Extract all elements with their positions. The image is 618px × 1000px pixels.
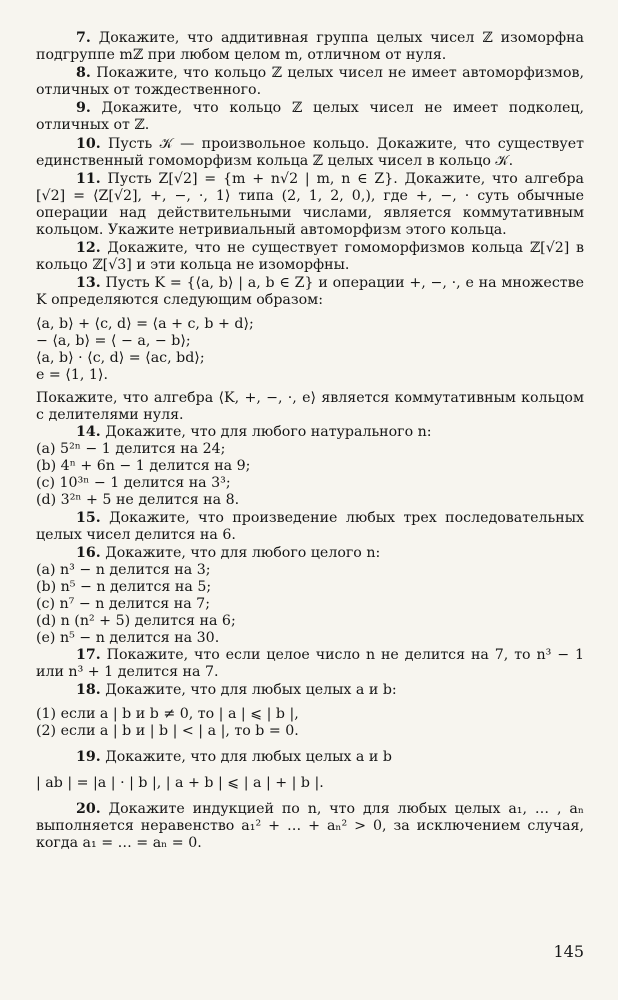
problem-9 [36,100,584,134]
problem-12 [36,240,584,274]
problem-19 [36,749,584,766]
problem-number: 12. [76,240,101,257]
problem-number: 9. [76,100,91,117]
problem-text: Докажите, что для любых целых a и b: [105,682,397,699]
problem-8 [36,65,584,99]
list-item: (d) 3²ⁿ + 5 не делится на 8. [36,492,240,509]
list-item: (a) 5²ⁿ − 1 делится на 24; [36,441,226,458]
problem-13 [36,275,584,309]
problem-text: Покажите, что если целое число n не делится на 7, то n³ − 1 или n³ + 1 делится на 7. [36,647,585,681]
problem-16 [36,545,584,562]
problem-15 [36,510,584,544]
problem-text: Пусть Z[√2] = {m + n√2 | m, n ∈ Z}. Докажите, что алгебра [√2] = ⟨Z[√2], +, −, ·, 1⟩ типа (2, 1, 2, 0,), где +, −, · суть обычные операции над действительными числами, является коммутативным кольцом. Укажите нетривиальный автоморфизм этого кольца. [36,170,584,239]
list-item: (c) n⁷ − n делится на 7; [36,596,210,612]
list-item: (2) если a | b и | b | < | a |, то b = 0. [36,722,299,739]
problem-17 [36,647,584,681]
problem-number: 15. [76,509,101,526]
problem-number: 7. [76,30,91,46]
problem-number: 13. [76,275,101,292]
list-item: (c) 10³ⁿ − 1 делится на 3³; [36,475,231,492]
problem-number: 17. [76,647,101,664]
problem-number: 10. [76,135,101,152]
problem-text: Докажите, что для любых целых a и b [105,748,392,765]
problem-13-formulas [36,316,584,384]
list-item: (d) n (n² + 5) делится на 6; [36,613,236,630]
problem-text: Докажите, что кольцо ℤ целых чисел не имеет подколец, отличных от ℤ. [36,100,584,134]
list-item: (e) n⁵ − n делится на 30. [36,630,220,647]
problem-18 [36,682,584,699]
list-item: (b) n⁵ − n делится на 5; [36,578,212,595]
problem-text: Докажите, что произведение любых трех последовательных целых чисел делится на 6. [36,509,584,543]
problem-number: 8. [76,65,91,82]
problem-7 [36,30,584,64]
problem-number: 16. [76,544,101,561]
formula-line: ⟨a, b⟩ · ⟨c, d⟩ = ⟨ac, bd⟩; [36,349,205,366]
problem-11 [36,171,584,239]
formula-line: ⟨a, b⟩ + ⟨c, d⟩ = ⟨a + c, b + d⟩; [36,315,254,332]
formula-line: e = ⟨1, 1⟩. [36,366,108,383]
problem-text: Докажите индукцией по n, что для любых целых a₁, … , aₙ выполняется неравенство a₁² + … + aₙ² > 0, за исключением случая, когда a₁ = … = aₙ = 0. [36,800,584,852]
problem-13-conclusion: Покажите, что алгебра ⟨K, +, −, ·, e⟩ является коммутативным кольцом с делителями нуля. [36,389,584,423]
problem-text: Докажите, что аддитивная группа целых чисел ℤ изоморфна подгруппе mℤ при любом целом m, отличном от нуля. [36,30,584,64]
problem-text: Докажите, что для любого целого n: [105,544,381,561]
problem-number: 20. [76,800,101,817]
list-item: (a) n³ − n делится на 3; [36,561,211,578]
page-number: 145 [553,942,584,961]
problem-14 [36,424,584,441]
formula-line: | ab | = |a | · | b |, | a + b | ⩽ | a | + | b |. [36,774,324,791]
problem-number: 14. [76,424,101,441]
problem-number: 19. [76,748,101,765]
problem-20 [36,801,584,852]
list-item: (b) 4ⁿ + 6n − 1 делится на 9; [36,458,251,475]
problem-10 [36,136,584,170]
problem-text: Докажите, что для любого натурального n: [105,424,432,441]
problem-text: Покажите, что кольцо ℤ целых чисел не имеет автоморфизмов, отличных от тождественного. [36,65,584,99]
problem-text: Докажите, что не существует гомоморфизмов кольца ℤ[√2] в кольцо ℤ[√3] и эти кольца не изоморфны. [36,240,584,274]
problem-number: 11. [76,170,101,187]
problem-number: 18. [76,682,101,699]
page-text [36,30,584,852]
list-item: (1) если a | b и b ≠ 0, то | a | ⩽ | b |, [36,705,299,722]
problem-text: Пусть K = {⟨a, b⟩ | a, b ∈ Z} и операции +, −, ·, e на множестве K определяются следующим образом: [36,275,584,309]
formula-line: − ⟨a, b⟩ = ⟨ − a, − b⟩; [36,332,191,349]
problem-text: Пусть 𝒦 — произвольное кольцо. Докажите, что существует единственный гомоморфизм кольца ℤ целых чисел в кольцо 𝒦. [36,135,585,169]
